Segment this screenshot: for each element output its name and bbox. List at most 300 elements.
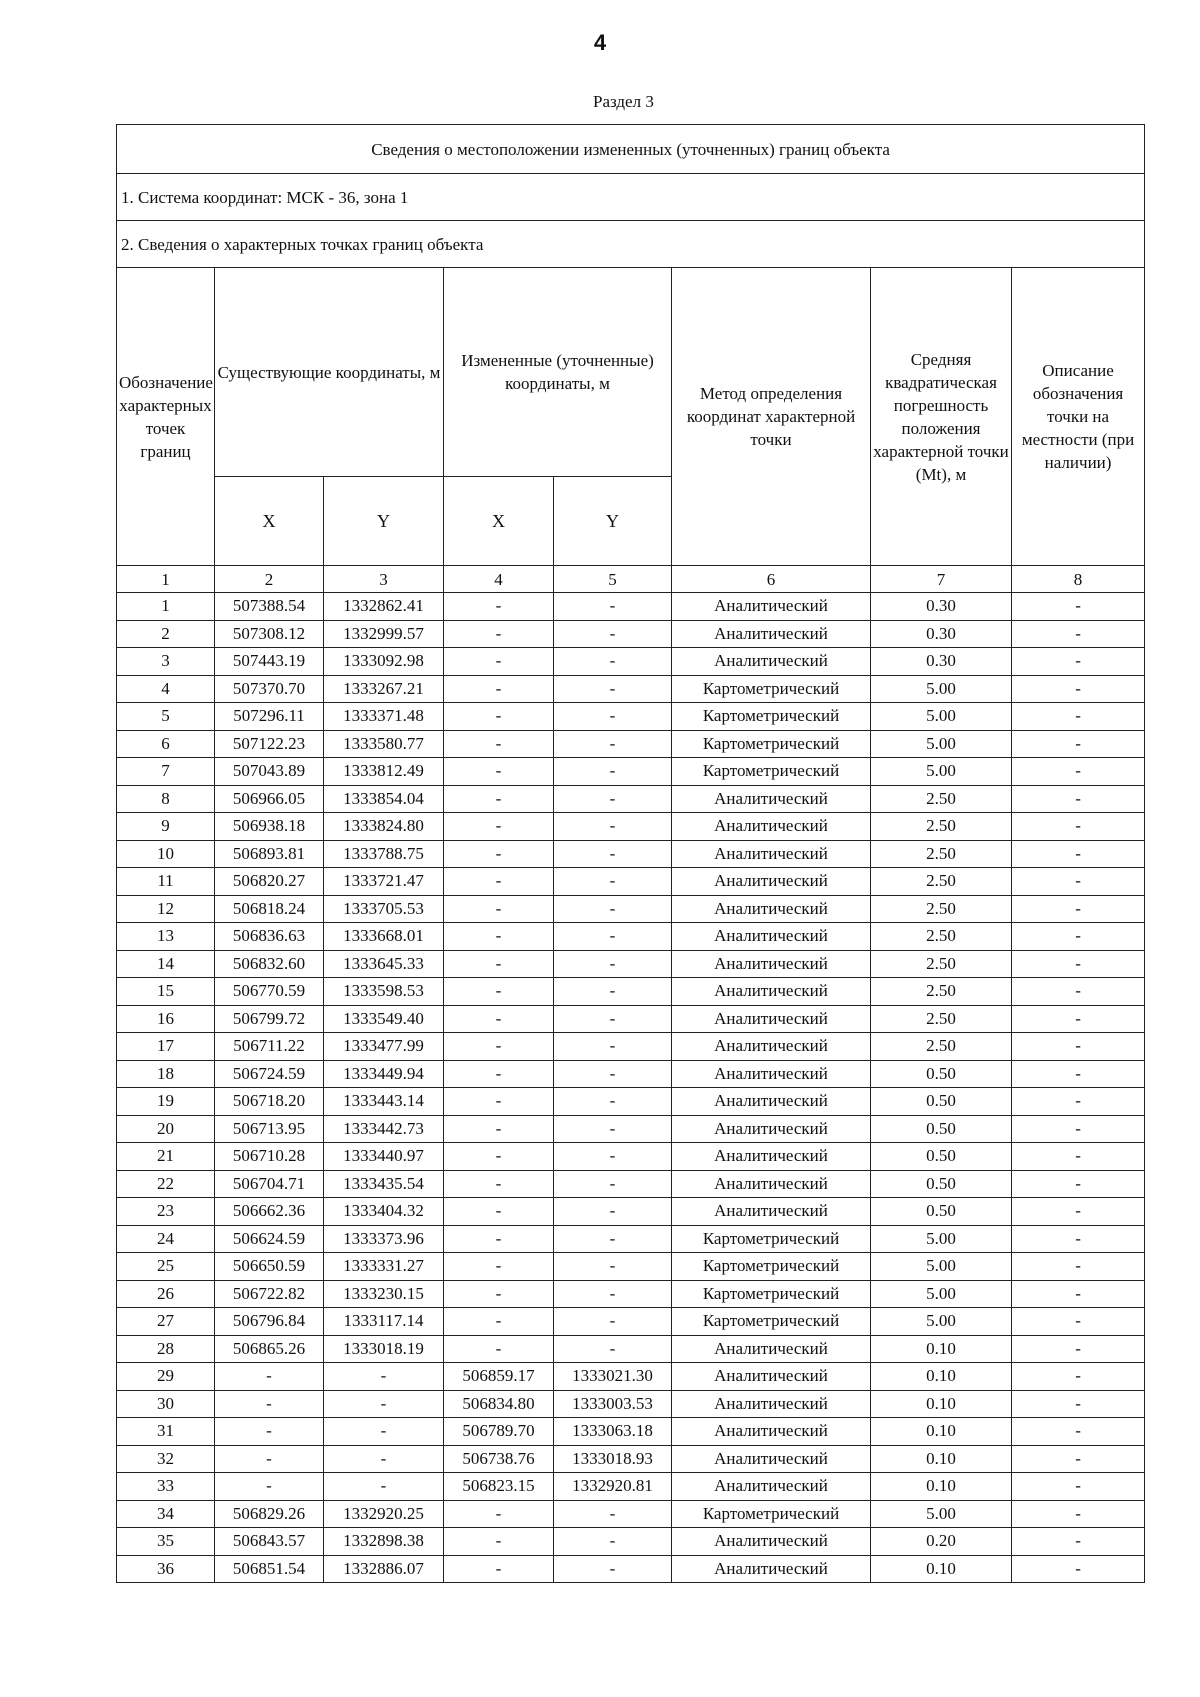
cell-changed-x: - <box>444 1170 554 1198</box>
cell-description: - <box>1012 1253 1145 1281</box>
cell-changed-x: - <box>444 1033 554 1061</box>
cell-method: Аналитический <box>672 840 871 868</box>
cell-existing-y: 1333442.73 <box>324 1115 444 1143</box>
cell-existing-x: 506829.26 <box>215 1500 324 1528</box>
cell-description: - <box>1012 730 1145 758</box>
cell-description: - <box>1012 895 1145 923</box>
header-changed-y: Y <box>554 477 672 566</box>
cell-accuracy: 0.20 <box>871 1528 1012 1556</box>
cell-accuracy: 0.10 <box>871 1335 1012 1363</box>
cell-description: - <box>1012 1335 1145 1363</box>
cell-existing-y: 1333580.77 <box>324 730 444 758</box>
cell-existing-x: - <box>215 1363 324 1391</box>
cell-changed-y: - <box>554 1198 672 1226</box>
column-number: 2 <box>215 566 324 593</box>
cell-changed-y: - <box>554 1555 672 1583</box>
cell-method: Аналитический <box>672 1473 871 1501</box>
cell-point-id: 11 <box>117 868 215 896</box>
cell-existing-y: - <box>324 1418 444 1446</box>
table-row <box>117 730 1145 758</box>
cell-point-id: 30 <box>117 1390 215 1418</box>
cell-changed-x: - <box>444 593 554 621</box>
boundary-points-table <box>116 124 1145 1583</box>
cell-point-id: 3 <box>117 648 215 676</box>
cell-changed-x: 506834.80 <box>444 1390 554 1418</box>
table-row <box>117 1308 1145 1336</box>
cell-point-id: 18 <box>117 1060 215 1088</box>
cell-existing-y: 1332920.25 <box>324 1500 444 1528</box>
cell-accuracy: 2.50 <box>871 840 1012 868</box>
cell-point-id: 23 <box>117 1198 215 1226</box>
cell-existing-y: 1333331.27 <box>324 1253 444 1281</box>
table-row <box>117 1280 1145 1308</box>
table-row <box>117 1555 1145 1583</box>
cell-point-id: 25 <box>117 1253 215 1281</box>
table-row <box>117 758 1145 786</box>
cell-changed-x: - <box>444 758 554 786</box>
cell-accuracy: 0.50 <box>871 1170 1012 1198</box>
cell-existing-y: 1333373.96 <box>324 1225 444 1253</box>
cell-method: Картометрический <box>672 1500 871 1528</box>
cell-accuracy: 2.50 <box>871 895 1012 923</box>
cell-changed-x: - <box>444 840 554 868</box>
cell-changed-y: - <box>554 813 672 841</box>
table-title: Сведения о местоположении измененных (уточненных) границ объекта <box>117 125 1145 174</box>
cell-method: Аналитический <box>672 1005 871 1033</box>
cell-description: - <box>1012 1088 1145 1116</box>
cell-method: Аналитический <box>672 1115 871 1143</box>
cell-point-id: 7 <box>117 758 215 786</box>
cell-existing-y: 1333230.15 <box>324 1280 444 1308</box>
cell-changed-x: - <box>444 1280 554 1308</box>
cell-changed-y: 1333003.53 <box>554 1390 672 1418</box>
cell-existing-x: 506662.36 <box>215 1198 324 1226</box>
cell-existing-x: 506799.72 <box>215 1005 324 1033</box>
cell-accuracy: 5.00 <box>871 1253 1012 1281</box>
cell-description: - <box>1012 1225 1145 1253</box>
cell-accuracy: 5.00 <box>871 1308 1012 1336</box>
column-number: 7 <box>871 566 1012 593</box>
cell-method: Аналитический <box>672 620 871 648</box>
cell-changed-y: - <box>554 648 672 676</box>
cell-existing-y: 1333788.75 <box>324 840 444 868</box>
cell-accuracy: 2.50 <box>871 978 1012 1006</box>
cell-method: Аналитический <box>672 785 871 813</box>
cell-point-id: 24 <box>117 1225 215 1253</box>
page-number: 4 <box>593 30 607 55</box>
points-section-header: 2. Сведения о характерных точках границ объекта <box>117 221 1145 268</box>
cell-existing-y: 1333443.14 <box>324 1088 444 1116</box>
table-row <box>117 1225 1145 1253</box>
cell-method: Аналитический <box>672 1088 871 1116</box>
cell-description: - <box>1012 1143 1145 1171</box>
cell-existing-x: 506722.82 <box>215 1280 324 1308</box>
cell-existing-y: 1333092.98 <box>324 648 444 676</box>
table-row <box>117 1115 1145 1143</box>
table-row <box>117 785 1145 813</box>
cell-existing-x: 506724.59 <box>215 1060 324 1088</box>
cell-existing-x: 506713.95 <box>215 1115 324 1143</box>
cell-existing-x: 507043.89 <box>215 758 324 786</box>
cell-changed-x: - <box>444 950 554 978</box>
cell-point-id: 17 <box>117 1033 215 1061</box>
cell-accuracy: 0.10 <box>871 1445 1012 1473</box>
cell-description: - <box>1012 675 1145 703</box>
cell-description: - <box>1012 813 1145 841</box>
table-row <box>117 675 1145 703</box>
cell-description: - <box>1012 868 1145 896</box>
cell-existing-y: 1333598.53 <box>324 978 444 1006</box>
column-number: 5 <box>554 566 672 593</box>
table-row <box>117 1500 1145 1528</box>
cell-accuracy: 2.50 <box>871 868 1012 896</box>
cell-changed-x: - <box>444 730 554 758</box>
cell-method: Аналитический <box>672 1198 871 1226</box>
table-row <box>117 1088 1145 1116</box>
cell-changed-x: - <box>444 1060 554 1088</box>
cell-method: Аналитический <box>672 923 871 951</box>
cell-changed-x: 506823.15 <box>444 1473 554 1501</box>
cell-method: Аналитический <box>672 1445 871 1473</box>
cell-changed-y: - <box>554 758 672 786</box>
cell-description: - <box>1012 648 1145 676</box>
cell-accuracy: 5.00 <box>871 1225 1012 1253</box>
cell-description: - <box>1012 950 1145 978</box>
cell-changed-y: - <box>554 730 672 758</box>
cell-changed-y: - <box>554 923 672 951</box>
cell-existing-x: 506820.27 <box>215 868 324 896</box>
cell-point-id: 27 <box>117 1308 215 1336</box>
column-numbers-row <box>117 566 1145 593</box>
cell-description: - <box>1012 1060 1145 1088</box>
cell-changed-y: - <box>554 840 672 868</box>
cell-changed-x: - <box>444 1335 554 1363</box>
cell-point-id: 28 <box>117 1335 215 1363</box>
cell-method: Аналитический <box>672 1335 871 1363</box>
cell-existing-y: 1333117.14 <box>324 1308 444 1336</box>
cell-description: - <box>1012 1445 1145 1473</box>
cell-accuracy: 2.50 <box>871 950 1012 978</box>
cell-accuracy: 0.10 <box>871 1390 1012 1418</box>
header-changed-coords: Измененные (уточненные) координаты, м <box>444 268 672 477</box>
cell-method: Аналитический <box>672 1143 871 1171</box>
cell-changed-x: - <box>444 978 554 1006</box>
cell-description: - <box>1012 1170 1145 1198</box>
cell-changed-y: - <box>554 1115 672 1143</box>
cell-existing-y: - <box>324 1390 444 1418</box>
cell-point-id: 29 <box>117 1363 215 1391</box>
cell-changed-y: - <box>554 1033 672 1061</box>
cell-description: - <box>1012 1115 1145 1143</box>
cell-existing-x: 506836.63 <box>215 923 324 951</box>
cell-accuracy: 5.00 <box>871 703 1012 731</box>
cell-existing-x: 507308.12 <box>215 620 324 648</box>
cell-accuracy: 0.50 <box>871 1115 1012 1143</box>
cell-changed-y: - <box>554 1060 672 1088</box>
cell-method: Аналитический <box>672 978 871 1006</box>
cell-method: Аналитический <box>672 1390 871 1418</box>
cell-description: - <box>1012 1555 1145 1583</box>
cell-description: - <box>1012 1473 1145 1501</box>
cell-point-id: 19 <box>117 1088 215 1116</box>
cell-changed-y: - <box>554 620 672 648</box>
table-row <box>117 593 1145 621</box>
cell-existing-x: 506865.26 <box>215 1335 324 1363</box>
cell-existing-y: 1332999.57 <box>324 620 444 648</box>
cell-description: - <box>1012 978 1145 1006</box>
cell-existing-x: 506710.28 <box>215 1143 324 1171</box>
table-row <box>117 703 1145 731</box>
table-row <box>117 840 1145 868</box>
cell-changed-y: - <box>554 1308 672 1336</box>
cell-existing-x: 506650.59 <box>215 1253 324 1281</box>
cell-accuracy: 2.50 <box>871 1033 1012 1061</box>
cell-existing-x: 507443.19 <box>215 648 324 676</box>
cell-changed-x: - <box>444 675 554 703</box>
cell-method: Аналитический <box>672 1528 871 1556</box>
cell-changed-x: - <box>444 1500 554 1528</box>
column-number: 3 <box>324 566 444 593</box>
cell-existing-y: - <box>324 1363 444 1391</box>
header-existing-x: X <box>215 477 324 566</box>
cell-changed-x: 506738.76 <box>444 1445 554 1473</box>
cell-changed-y: - <box>554 1088 672 1116</box>
cell-existing-x: 507388.54 <box>215 593 324 621</box>
table-row <box>117 620 1145 648</box>
cell-accuracy: 0.30 <box>871 648 1012 676</box>
cell-changed-x: - <box>444 785 554 813</box>
table-row <box>117 1363 1145 1391</box>
table-row <box>117 1060 1145 1088</box>
cell-changed-y: - <box>554 1005 672 1033</box>
cell-existing-y: 1333812.49 <box>324 758 444 786</box>
cell-accuracy: 5.00 <box>871 1500 1012 1528</box>
cell-point-id: 6 <box>117 730 215 758</box>
cell-method: Аналитический <box>672 1418 871 1446</box>
cell-description: - <box>1012 1528 1145 1556</box>
cell-changed-x: - <box>444 1198 554 1226</box>
cell-existing-y: - <box>324 1445 444 1473</box>
cell-point-id: 4 <box>117 675 215 703</box>
table-row <box>117 813 1145 841</box>
cell-description: - <box>1012 1418 1145 1446</box>
table-row <box>117 1473 1145 1501</box>
cell-description: - <box>1012 1005 1145 1033</box>
cell-existing-x: 506893.81 <box>215 840 324 868</box>
cell-existing-x: 506938.18 <box>215 813 324 841</box>
cell-changed-x: - <box>444 1005 554 1033</box>
cell-existing-y: 1333549.40 <box>324 1005 444 1033</box>
cell-description: - <box>1012 758 1145 786</box>
cell-changed-x: - <box>444 648 554 676</box>
cell-point-id: 20 <box>117 1115 215 1143</box>
table-row <box>117 1528 1145 1556</box>
table-row <box>117 923 1145 951</box>
cell-accuracy: 0.30 <box>871 593 1012 621</box>
cell-changed-x: - <box>444 1308 554 1336</box>
cell-existing-y: 1333477.99 <box>324 1033 444 1061</box>
cell-existing-y: 1332862.41 <box>324 593 444 621</box>
cell-point-id: 16 <box>117 1005 215 1033</box>
cell-accuracy: 0.10 <box>871 1363 1012 1391</box>
cell-changed-y: - <box>554 703 672 731</box>
cell-existing-x: 507370.70 <box>215 675 324 703</box>
cell-point-id: 15 <box>117 978 215 1006</box>
table-row <box>117 1418 1145 1446</box>
cell-point-id: 35 <box>117 1528 215 1556</box>
cell-changed-y: - <box>554 1225 672 1253</box>
cell-method: Аналитический <box>672 1060 871 1088</box>
cell-point-id: 32 <box>117 1445 215 1473</box>
cell-method: Аналитический <box>672 1555 871 1583</box>
cell-changed-x: - <box>444 1528 554 1556</box>
cell-changed-y: - <box>554 1253 672 1281</box>
cell-point-id: 34 <box>117 1500 215 1528</box>
cell-method: Картометрический <box>672 703 871 731</box>
cell-accuracy: 0.50 <box>871 1060 1012 1088</box>
column-number: 8 <box>1012 566 1145 593</box>
cell-accuracy: 0.50 <box>871 1088 1012 1116</box>
table-row <box>117 1170 1145 1198</box>
table-row <box>117 868 1145 896</box>
table-row <box>117 1253 1145 1281</box>
cell-method: Аналитический <box>672 1363 871 1391</box>
cell-point-id: 31 <box>117 1418 215 1446</box>
table-row <box>117 1335 1145 1363</box>
cell-existing-x: 506843.57 <box>215 1528 324 1556</box>
header-changed-x: X <box>444 477 554 566</box>
cell-existing-x: 506818.24 <box>215 895 324 923</box>
cell-accuracy: 2.50 <box>871 923 1012 951</box>
cell-existing-x: - <box>215 1473 324 1501</box>
cell-existing-y: 1333404.32 <box>324 1198 444 1226</box>
cell-existing-x: 506704.71 <box>215 1170 324 1198</box>
cell-accuracy: 0.30 <box>871 620 1012 648</box>
cell-changed-y: 1332920.81 <box>554 1473 672 1501</box>
cell-existing-y: 1333435.54 <box>324 1170 444 1198</box>
cell-changed-y: - <box>554 675 672 703</box>
cell-point-id: 10 <box>117 840 215 868</box>
cell-existing-x: 506624.59 <box>215 1225 324 1253</box>
cell-existing-x: - <box>215 1418 324 1446</box>
cell-changed-y: - <box>554 868 672 896</box>
table-row <box>117 950 1145 978</box>
header-designation: Обозначение характерных точек границ <box>117 268 215 566</box>
cell-point-id: 26 <box>117 1280 215 1308</box>
cell-changed-x: - <box>444 1143 554 1171</box>
cell-existing-y: 1333267.21 <box>324 675 444 703</box>
cell-description: - <box>1012 1363 1145 1391</box>
cell-method: Картометрический <box>672 675 871 703</box>
cell-changed-y: - <box>554 1335 672 1363</box>
cell-accuracy: 5.00 <box>871 675 1012 703</box>
cell-accuracy: 5.00 <box>871 758 1012 786</box>
cell-changed-y: - <box>554 978 672 1006</box>
table-row <box>117 978 1145 1006</box>
cell-existing-x: - <box>215 1390 324 1418</box>
table-row <box>117 1005 1145 1033</box>
cell-existing-x: 506711.22 <box>215 1033 324 1061</box>
cell-method: Картометрический <box>672 1225 871 1253</box>
cell-existing-y: - <box>324 1473 444 1501</box>
cell-accuracy: 5.00 <box>871 730 1012 758</box>
cell-description: - <box>1012 1390 1145 1418</box>
cell-description: - <box>1012 785 1145 813</box>
cell-existing-x: 506796.84 <box>215 1308 324 1336</box>
cell-method: Аналитический <box>672 1033 871 1061</box>
cell-changed-y: - <box>554 1170 672 1198</box>
cell-existing-x: - <box>215 1445 324 1473</box>
cell-existing-x: 506770.59 <box>215 978 324 1006</box>
cell-existing-x: 506851.54 <box>215 1555 324 1583</box>
cell-method: Картометрический <box>672 758 871 786</box>
cell-existing-y: 1333668.01 <box>324 923 444 951</box>
cell-changed-x: - <box>444 813 554 841</box>
table-row <box>117 648 1145 676</box>
cell-changed-x: - <box>444 1115 554 1143</box>
cell-accuracy: 0.10 <box>871 1418 1012 1446</box>
cell-method: Аналитический <box>672 950 871 978</box>
cell-point-id: 1 <box>117 593 215 621</box>
table-body <box>117 593 1145 1583</box>
cell-existing-x: 506966.05 <box>215 785 324 813</box>
cell-existing-y: 1333854.04 <box>324 785 444 813</box>
column-number: 6 <box>672 566 871 593</box>
cell-changed-x: - <box>444 1253 554 1281</box>
cell-changed-x: - <box>444 620 554 648</box>
cell-changed-x: - <box>444 703 554 731</box>
cell-method: Аналитический <box>672 593 871 621</box>
cell-accuracy: 2.50 <box>871 785 1012 813</box>
header-existing-y: Y <box>324 477 444 566</box>
cell-description: - <box>1012 840 1145 868</box>
cell-changed-y: 1333018.93 <box>554 1445 672 1473</box>
cell-existing-y: 1333645.33 <box>324 950 444 978</box>
cell-changed-y: - <box>554 1280 672 1308</box>
cell-changed-x: - <box>444 1225 554 1253</box>
cell-description: - <box>1012 1280 1145 1308</box>
cell-point-id: 21 <box>117 1143 215 1171</box>
cell-existing-x: 507122.23 <box>215 730 324 758</box>
table-row <box>117 1033 1145 1061</box>
cell-method: Аналитический <box>672 895 871 923</box>
cell-existing-x: 506832.60 <box>215 950 324 978</box>
cell-existing-y: 1333449.94 <box>324 1060 444 1088</box>
cell-method: Аналитический <box>672 1170 871 1198</box>
cell-existing-y: 1333018.19 <box>324 1335 444 1363</box>
cell-method: Картометрический <box>672 1308 871 1336</box>
cell-point-id: 12 <box>117 895 215 923</box>
cell-point-id: 5 <box>117 703 215 731</box>
cell-accuracy: 2.50 <box>871 1005 1012 1033</box>
header-method: Метод определения координат характерной точки <box>672 268 871 566</box>
cell-point-id: 36 <box>117 1555 215 1583</box>
cell-point-id: 33 <box>117 1473 215 1501</box>
cell-method: Аналитический <box>672 868 871 896</box>
cell-changed-y: - <box>554 785 672 813</box>
cell-existing-x: 506718.20 <box>215 1088 324 1116</box>
cell-accuracy: 0.50 <box>871 1198 1012 1226</box>
coordinate-system: 1. Система координат: МСК - 36, зона 1 <box>117 174 1145 221</box>
column-number: 1 <box>117 566 215 593</box>
cell-changed-x: 506789.70 <box>444 1418 554 1446</box>
cell-changed-y: - <box>554 950 672 978</box>
cell-changed-x: - <box>444 868 554 896</box>
cell-accuracy: 0.50 <box>871 1143 1012 1171</box>
cell-description: - <box>1012 593 1145 621</box>
cell-method: Картометрический <box>672 1280 871 1308</box>
cell-point-id: 14 <box>117 950 215 978</box>
